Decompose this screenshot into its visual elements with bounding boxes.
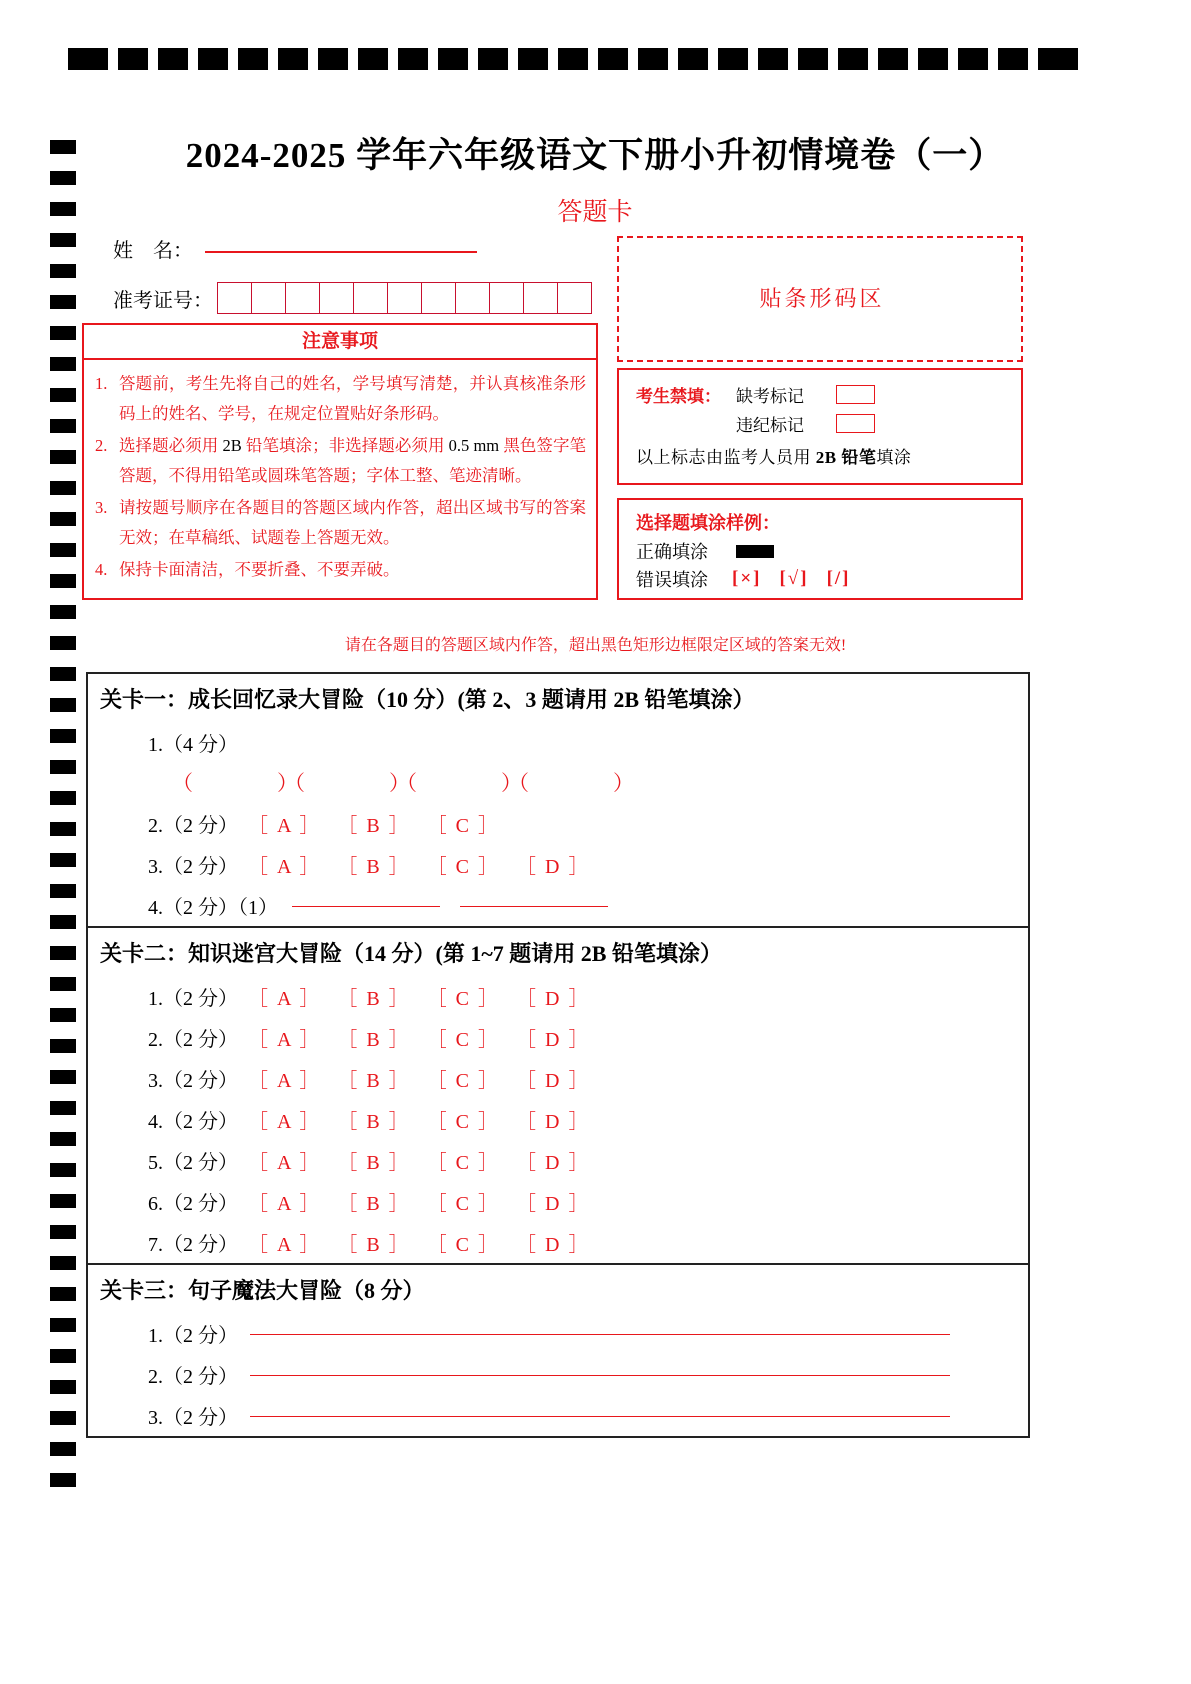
timing-mark (50, 140, 76, 154)
timing-mark (50, 791, 76, 805)
proctor-instruction-pre: 以上标志由监考人员用 (636, 448, 816, 467)
paren-answer-row[interactable] (88, 763, 1028, 803)
timing-mark (50, 1473, 76, 1487)
question-label: 3.（2 分） (148, 1407, 238, 1429)
proctor-only-label: 考生禁填： (636, 387, 721, 406)
student-name-label: 姓 名： (113, 240, 193, 262)
proctor-only-box (617, 368, 1023, 485)
exam-number-row (113, 282, 592, 314)
timing-mark (50, 1287, 76, 1301)
notice-item (95, 493, 586, 553)
notice-item (95, 369, 586, 429)
choice-bubble[interactable]: ［ A ］ (248, 1029, 322, 1051)
question-row (88, 1099, 1028, 1140)
short-answer-line[interactable] (460, 905, 608, 907)
timing-mark (50, 233, 76, 247)
exam-number-label: 准考证号： (113, 289, 213, 312)
timing-mark (50, 1132, 76, 1146)
choice-bubble[interactable]: ［ C ］ (426, 856, 501, 878)
section-heading: 关卡一：成长回忆录大冒险（10 分）(第 2、3 题请用 2B 铅笔填涂） (100, 687, 755, 712)
timing-mark (50, 1225, 76, 1239)
timing-mark (50, 1070, 76, 1084)
timing-mark (50, 264, 76, 278)
paren-blank[interactable]: （ ） (284, 771, 410, 795)
timing-mark (50, 1442, 76, 1456)
wrong-fill-mark: [√] (779, 568, 809, 589)
exam-number-cell[interactable] (354, 283, 388, 313)
timing-mark (638, 48, 668, 70)
question-row (88, 1017, 1028, 1058)
timing-mark (838, 48, 868, 70)
timing-mark (718, 48, 748, 70)
violation-mark-row (636, 411, 1021, 436)
notice-item-number: 1. (95, 374, 108, 393)
choice-bubble[interactable]: ［ D ］ (516, 1070, 591, 1092)
short-answer-line[interactable] (292, 905, 440, 907)
exam-number-cell[interactable] (388, 283, 422, 313)
timing-mark (50, 946, 76, 960)
timing-mark (50, 1163, 76, 1177)
timing-mark (158, 48, 188, 70)
choice-bubble[interactable]: ［ B ］ (337, 1111, 411, 1133)
exam-number-cell[interactable] (422, 283, 456, 313)
exam-number-cell[interactable] (490, 283, 524, 313)
timing-mark (598, 48, 628, 70)
timing-mark (50, 543, 76, 557)
choice-bubble[interactable]: ［ C ］ (426, 815, 501, 837)
question-row (88, 803, 1028, 844)
choice-bubble[interactable]: ［ D ］ (516, 1234, 591, 1256)
choice-options (248, 1105, 606, 1134)
question-label: 4.（2 分）（1） (148, 897, 278, 919)
timing-mark (50, 822, 76, 836)
choice-bubble[interactable]: ［ B ］ (337, 1193, 411, 1215)
exam-number-cell[interactable] (286, 283, 320, 313)
choice-options (248, 1187, 606, 1216)
timing-mark (958, 48, 988, 70)
timing-mark (50, 202, 76, 216)
question-row (88, 844, 1028, 885)
barcode-area-label: 贴条形码区 (759, 286, 885, 311)
exam-number-cell[interactable] (524, 283, 558, 313)
timing-mark (50, 853, 76, 867)
question-label: 3.（2 分） (148, 856, 238, 878)
answer-area-warning: 请在各题目的答题区域内作答，超出黑色矩形边框限定区域的答案无效! (344, 637, 847, 654)
choice-options (248, 1228, 606, 1257)
notice-items (84, 360, 596, 585)
timing-mark (50, 1380, 76, 1394)
answer-sections (86, 672, 1030, 1438)
proctor-instruction (636, 443, 1021, 468)
question-row (88, 1395, 1028, 1436)
notice-item-text: 保持卡面清洁，不要折叠、不要弄破。 (119, 560, 400, 579)
choice-bubble[interactable]: ［ B ］ (337, 1234, 411, 1256)
notice-heading: 注意事项 (84, 325, 596, 360)
timing-mark (50, 388, 76, 402)
barcode-paste-area (617, 236, 1023, 362)
choice-options (248, 1023, 606, 1052)
paren-blank[interactable]: （ ） (508, 771, 634, 795)
answer-section (88, 674, 1028, 928)
question-row (88, 1181, 1028, 1222)
choice-bubble[interactable]: ［ A ］ (248, 815, 322, 837)
timing-mark (998, 48, 1028, 70)
wrong-fill-row (636, 566, 1021, 592)
section-heading: 关卡二：知识迷宫大冒险（14 分）(第 1~7 题请用 2B 铅笔填涂） (100, 941, 722, 966)
question-label: 3.（2 分） (148, 1070, 238, 1092)
timing-mark (50, 295, 76, 309)
left-timing-marks (50, 140, 76, 1520)
notice-box (82, 323, 598, 600)
page-title: 2024-2025 学年六年级语文下册小升初情境卷（一） (185, 136, 1005, 175)
choice-bubble[interactable]: ［ D ］ (516, 856, 591, 878)
question-row (88, 1354, 1028, 1395)
timing-mark (50, 1039, 76, 1053)
choice-bubble[interactable]: ［ A ］ (248, 1152, 322, 1174)
choice-bubble[interactable]: ［ D ］ (516, 1029, 591, 1051)
choice-bubble[interactable]: ［ C ］ (426, 1070, 501, 1092)
correct-fill-label: 正确填涂 (636, 542, 708, 562)
choice-bubble[interactable]: ［ B ］ (337, 856, 411, 878)
timing-mark (918, 48, 948, 70)
wrong-fill-label: 错误填涂 (636, 570, 708, 590)
choice-options (248, 1146, 606, 1175)
exam-number-cell[interactable] (252, 283, 286, 313)
timing-mark (50, 481, 76, 495)
choice-bubble[interactable]: ［ C ］ (426, 1193, 501, 1215)
paren-blank[interactable]: （ ） (172, 771, 298, 795)
long-answer-line[interactable] (250, 1415, 950, 1417)
wrong-fill-mark: [×] (732, 568, 762, 589)
timing-mark (1038, 48, 1078, 70)
timing-mark (878, 48, 908, 70)
choice-bubble[interactable]: ［ D ］ (516, 1193, 591, 1215)
question-label: 2.（2 分） (148, 1029, 238, 1051)
violation-mark-label: 违纪标记 (736, 416, 804, 435)
exam-number-cell[interactable] (218, 283, 252, 313)
question-label: 2.（2 分） (148, 1366, 238, 1388)
timing-mark (198, 48, 228, 70)
choice-options (248, 850, 606, 879)
timing-mark (50, 171, 76, 185)
choice-bubble[interactable]: ［ D ］ (516, 1111, 591, 1133)
wrong-fill-mark: [/] (826, 568, 851, 589)
timing-mark (50, 760, 76, 774)
long-answer-line[interactable] (250, 1374, 950, 1376)
choice-options (248, 982, 606, 1011)
timing-mark (358, 48, 388, 70)
notice-item-text: 选择题必须用 2B 铅笔填涂；非选择题必须用 0.5 mm 黑色签字笔答题，不得用铅笔或圆珠笔答题；字体工整、笔迹清晰。 (119, 436, 587, 485)
timing-mark (50, 450, 76, 464)
question-label: 1.（2 分） (148, 988, 238, 1010)
question-label: 1.（4 分） (148, 734, 238, 756)
question-label: 5.（2 分） (148, 1152, 238, 1174)
question-label: 2.（2 分） (148, 815, 238, 837)
choice-bubble[interactable]: ［ A ］ (248, 1193, 322, 1215)
choice-bubble[interactable]: ［ A ］ (248, 1111, 322, 1133)
timing-mark (758, 48, 788, 70)
timing-mark (50, 512, 76, 526)
choice-bubble[interactable]: ［ A ］ (248, 856, 322, 878)
timing-mark (478, 48, 508, 70)
question-row (88, 1222, 1028, 1263)
correct-fill-row (636, 538, 1021, 564)
timing-mark (50, 357, 76, 371)
notice-item-number: 4. (95, 560, 108, 579)
absent-mark-label: 缺考标记 (736, 387, 804, 406)
timing-mark (278, 48, 308, 70)
section-heading: 关卡三：句子魔法大冒险（8 分） (100, 1278, 425, 1303)
timing-mark (518, 48, 548, 70)
notice-item-number: 2. (95, 436, 108, 455)
timing-mark (50, 977, 76, 991)
question-row (88, 1058, 1028, 1099)
proctor-instruction-bold: 2B 铅笔 (815, 448, 877, 467)
exam-number-input[interactable] (217, 282, 592, 314)
choice-bubble[interactable]: ［ C ］ (426, 1029, 501, 1051)
question-label: 4.（2 分） (148, 1111, 238, 1133)
timing-mark (50, 1008, 76, 1022)
timing-mark (50, 1256, 76, 1270)
absent-mark-bubble[interactable] (836, 385, 875, 404)
choice-bubble[interactable]: ［ C ］ (426, 988, 501, 1010)
choice-bubble[interactable]: ［ A ］ (248, 1070, 322, 1092)
student-name-row (113, 234, 477, 263)
timing-mark (50, 1194, 76, 1208)
timing-mark (798, 48, 828, 70)
timing-mark (558, 48, 588, 70)
question-row (88, 722, 1028, 763)
fill-sample-box (617, 498, 1023, 600)
timing-mark (318, 48, 348, 70)
timing-mark (50, 1101, 76, 1115)
timing-mark (50, 574, 76, 588)
choice-options (248, 1064, 606, 1093)
choice-options (248, 809, 516, 838)
timing-mark (68, 48, 108, 70)
timing-mark (238, 48, 268, 70)
timing-mark (50, 915, 76, 929)
question-row (88, 885, 1028, 926)
answer-section (88, 1265, 1028, 1436)
violation-mark-bubble[interactable] (836, 414, 875, 433)
choice-bubble[interactable]: ［ D ］ (516, 1152, 591, 1174)
exam-number-cell[interactable] (558, 283, 591, 313)
notice-item-number: 3. (95, 498, 108, 517)
choice-bubble[interactable]: ［ A ］ (248, 1234, 322, 1256)
choice-bubble[interactable]: ［ B ］ (337, 1152, 411, 1174)
correct-fill-mark (736, 545, 774, 558)
choice-bubble[interactable]: ［ C ］ (426, 1234, 501, 1256)
choice-bubble[interactable]: ［ B ］ (337, 815, 411, 837)
timing-mark (118, 48, 148, 70)
timing-mark (438, 48, 468, 70)
fill-sample-title: 选择题填涂样例： (636, 513, 780, 533)
timing-mark (50, 729, 76, 743)
question-row (88, 1140, 1028, 1181)
notice-item (95, 431, 586, 491)
proctor-instruction-post: 填涂 (876, 448, 912, 467)
answer-section (88, 928, 1028, 1265)
timing-mark (50, 605, 76, 619)
timing-mark (678, 48, 708, 70)
choice-bubble[interactable]: ［ A ］ (248, 988, 322, 1010)
timing-mark (50, 1318, 76, 1332)
choice-bubble[interactable]: ［ D ］ (516, 988, 591, 1010)
timing-mark (50, 884, 76, 898)
choice-bubble[interactable]: ［ C ］ (426, 1152, 501, 1174)
question-label: 7.（2 分） (148, 1234, 238, 1256)
question-label: 6.（2 分） (148, 1193, 238, 1215)
question-row (88, 976, 1028, 1017)
timing-mark (50, 698, 76, 712)
exam-number-cell[interactable] (456, 283, 490, 313)
choice-bubble[interactable]: ［ B ］ (337, 1070, 411, 1092)
question-label: 1.（2 分） (148, 1325, 238, 1347)
notice-item-text: 请按题号顺序在各题目的答题区域内作答，超出区域书写的答案无效；在草稿纸、试题卷上答题无效。 (119, 498, 586, 547)
timing-mark (50, 1411, 76, 1425)
notice-item-text: 答题前，考生先将自己的姓名，学号填写清楚，并认真核准条形码上的姓名、学号，在规定位置贴好条形码。 (119, 374, 586, 423)
choice-bubble[interactable]: ［ B ］ (337, 1029, 411, 1051)
timing-mark (50, 419, 76, 433)
timing-mark (50, 1349, 76, 1363)
choice-bubble[interactable]: ［ C ］ (426, 1111, 501, 1133)
timing-mark (398, 48, 428, 70)
top-timing-marks (0, 48, 1191, 70)
question-row (88, 1313, 1028, 1354)
absent-mark-row (636, 382, 1021, 407)
timing-mark (50, 667, 76, 681)
exam-number-cell[interactable] (320, 283, 354, 313)
timing-mark (50, 326, 76, 340)
long-answer-line[interactable] (250, 1333, 950, 1335)
wrong-fill-marks (732, 568, 869, 590)
answer-sheet-subtitle: 答题卡 (557, 199, 633, 226)
choice-bubble[interactable]: ［ B ］ (337, 988, 411, 1010)
notice-item (95, 555, 586, 585)
paren-blank[interactable]: （ ） (396, 771, 522, 795)
student-name-input[interactable] (205, 250, 477, 253)
